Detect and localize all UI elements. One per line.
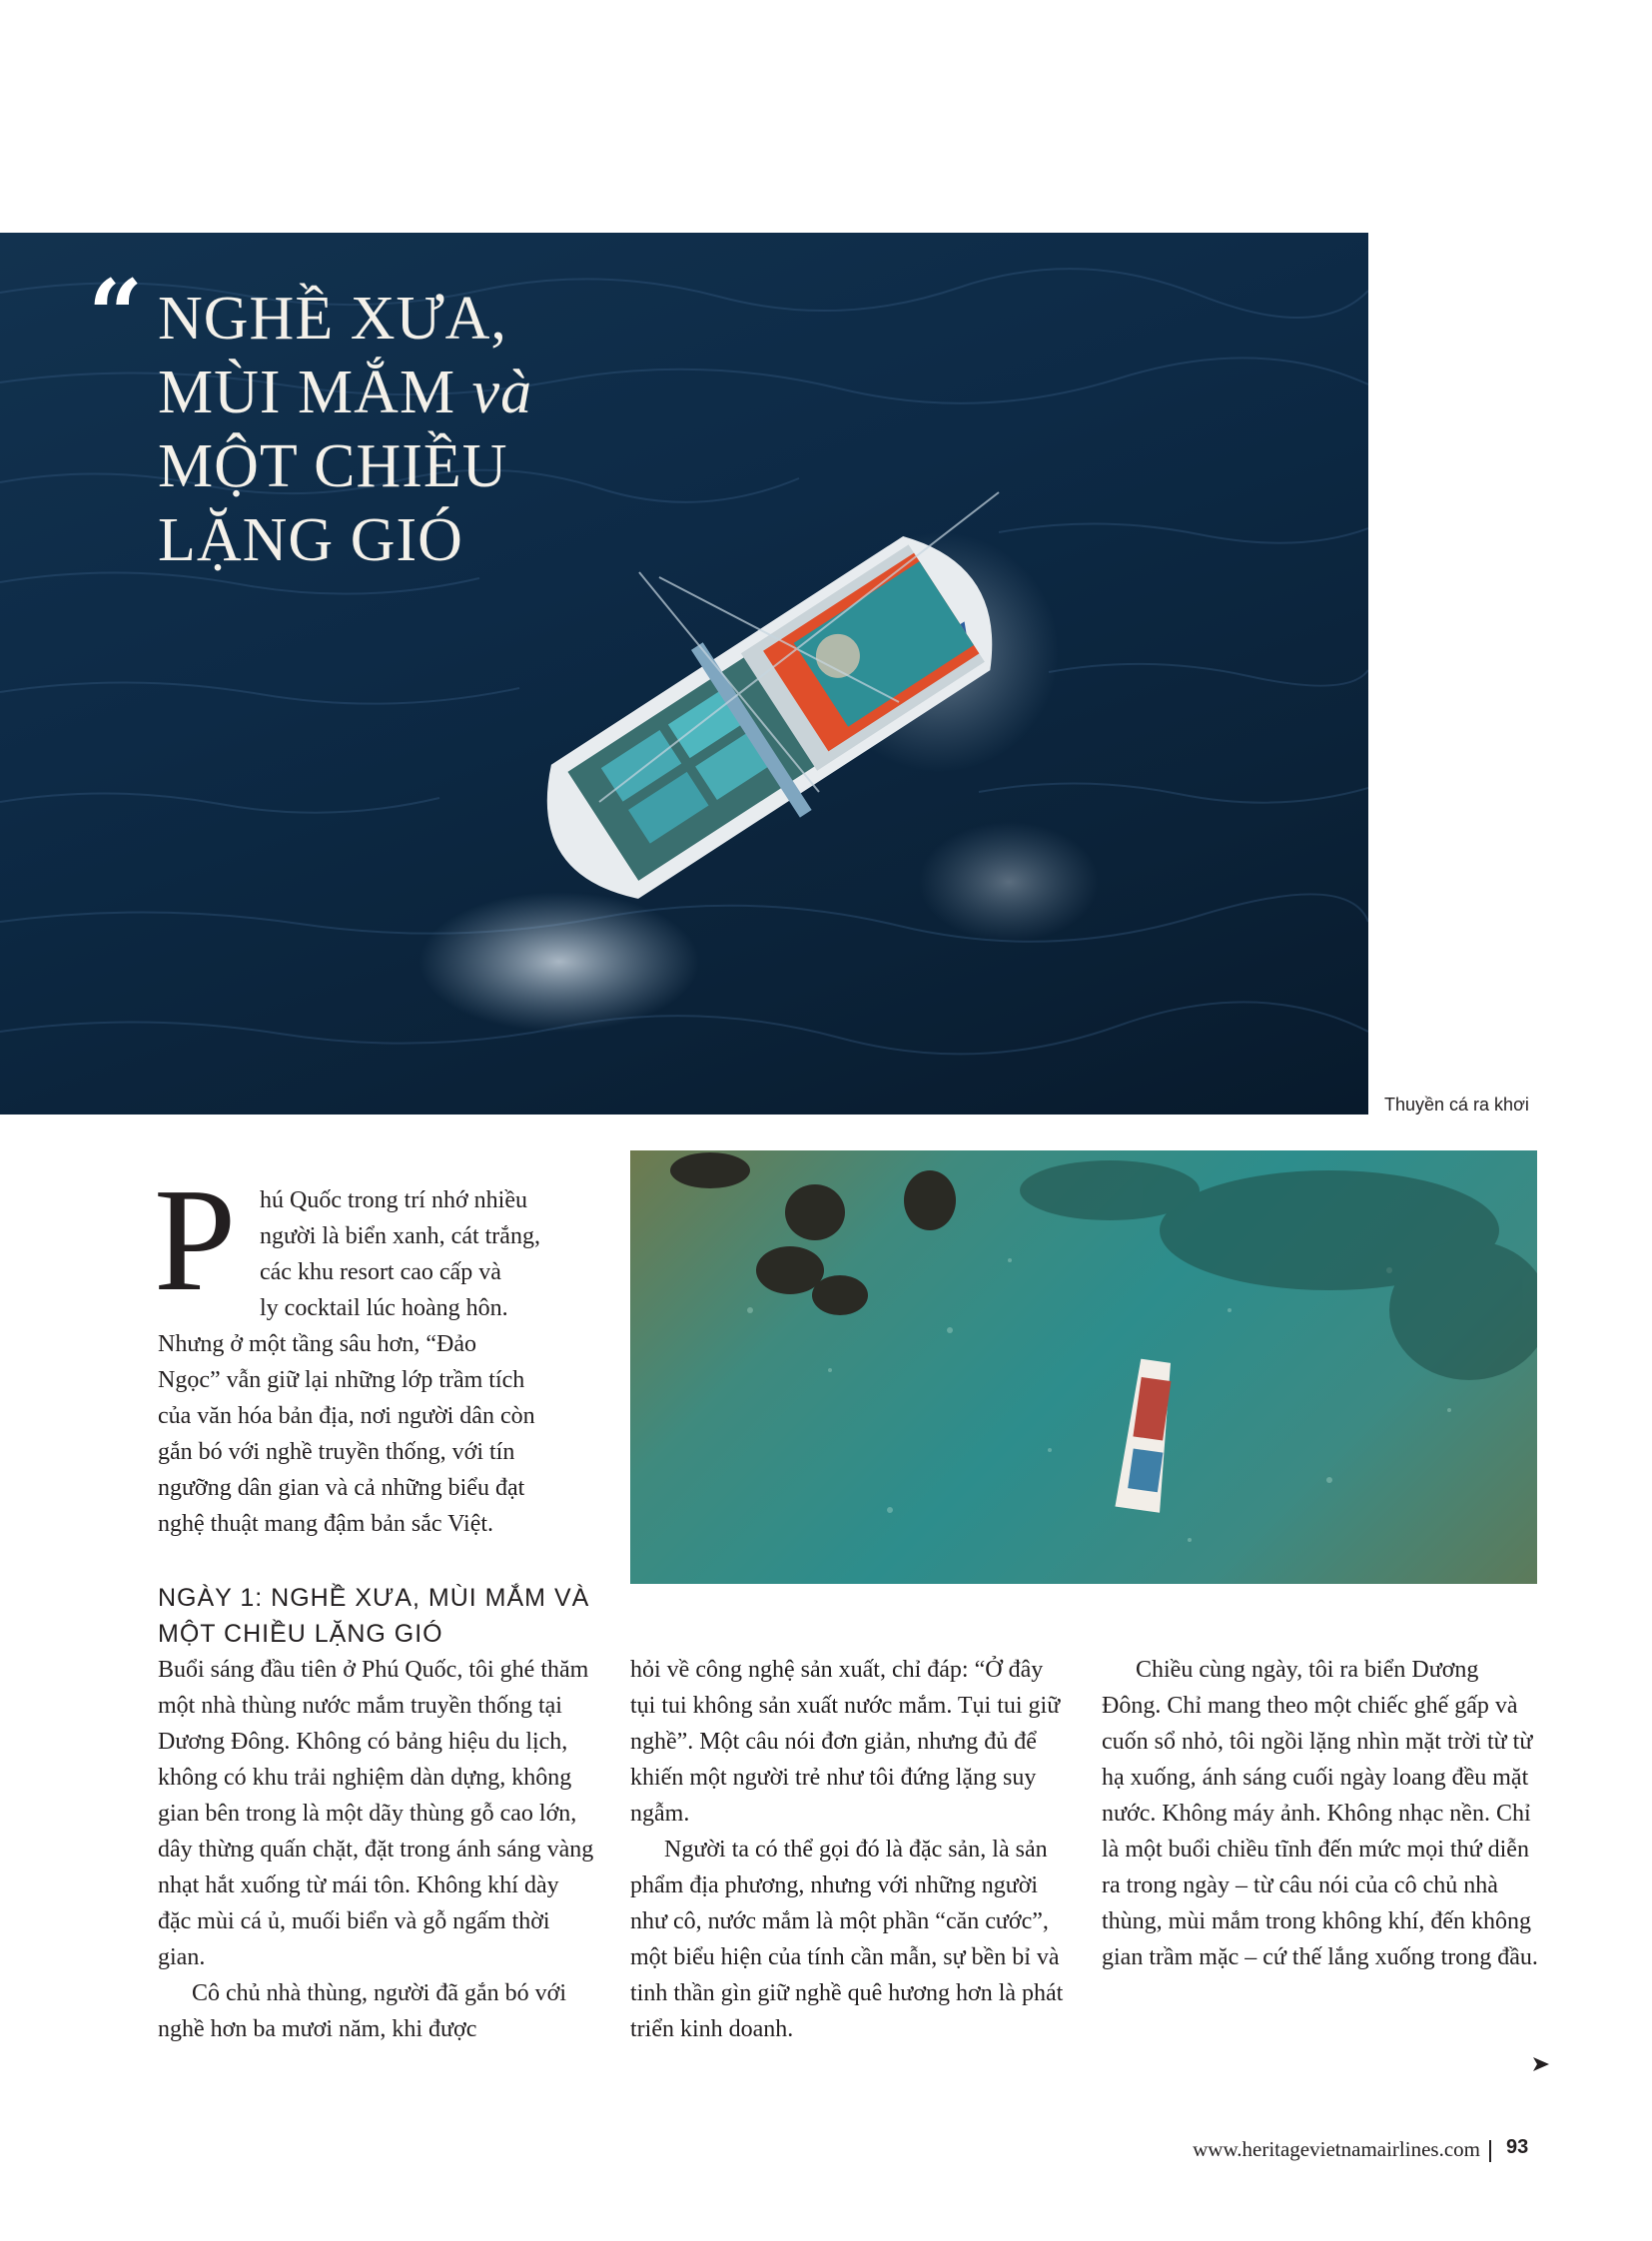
hero-photo-caption: Thuyền cá ra khơi <box>1384 1095 1529 1115</box>
intro-line-4: ly cocktail lúc hoàng hôn. <box>260 1295 508 1321</box>
headline-line-4: LẶNG GIÓ <box>158 506 463 574</box>
section-heading <box>158 1580 617 1652</box>
body-column-2 <box>630 1652 1070 2047</box>
section-heading-line-2: MỘT CHIỀU LẶNG GIÓ <box>158 1620 443 1648</box>
body-paragraph: Người ta có thể gọi đó là đặc sản, là sản phẩm địa phương, nhưng với những người như cô, nước mắm là một phần “căn cước”, một biểu hiện của tính cần mẫn, sự bền bỉ và tinh thần gìn giữ nghề quê hương hơn là phát triển kinh doanh. <box>630 1837 1064 2042</box>
body-paragraph: Cô chủ nhà thùng, người đã gắn bó với nghề hơn ba mươi năm, khi được <box>158 1980 567 2042</box>
intro-line-2: người là biển xanh, cát trắng, <box>260 1223 540 1249</box>
body-paragraph: Chiều cùng ngày, tôi ra biển Dương Đông. Chỉ mang theo một chiếc ghế gấp và cuốn sổ nhỏ, tôi ngồi lặng nhìn mặt trời từ từ hạ xuống, ánh sáng cuối ngày loang đều mặt nước. Không máy ảnh. Không nhạc nền. Chỉ là một buổi chiều tĩnh đến mức mọi thứ diễn ra trong ngày – từ câu nói của cô chủ nhà thùng, mùi mắm trong không khí, đến không gian trầm mặc – cứ thế lắng xuống trong đầu. <box>1102 1657 1538 1970</box>
headline-line-3: MỘT CHIỀU <box>158 432 508 500</box>
quote-mark-icon: “ <box>88 259 144 372</box>
continue-arrow-icon <box>1532 2055 1550 2073</box>
intro-line-9: ngưỡng dân gian và cả những biểu đạt <box>158 1475 525 1501</box>
lagoon-photo <box>630 1150 1537 1584</box>
headline-line-2 <box>158 356 597 429</box>
page-number: 93 <box>1506 2136 1529 2158</box>
intro-line-1: hú Quốc trong trí nhớ nhiều <box>260 1187 527 1213</box>
footer-divider <box>1489 2140 1491 2162</box>
body-column-1 <box>158 1652 597 2047</box>
section-heading-line-1: NGÀY 1: NGHỀ XƯA, MÙI MẮM VÀ <box>158 1584 590 1612</box>
lagoon-boat-illustration <box>630 1150 1537 1584</box>
intro-line-5: Nhưng ở một tầng sâu hơn, “Đảo <box>158 1331 477 1357</box>
drop-cap: P <box>154 1158 237 1322</box>
body-paragraph: hỏi về công nghệ sản xuất, chỉ đáp: “Ở đây tụi tui không sản xuất nước mắm. Tụi tui giữ nghề”. Một câu nói đơn giản, nhưng đủ để khiến một người trẻ như tôi đứng lặng suy ngẫm. <box>630 1657 1061 1827</box>
intro-line-3: các khu resort cao cấp và <box>260 1259 501 1285</box>
intro-line-10: nghệ thuật mang đậm bản sắc Việt. <box>158 1511 494 1537</box>
headline-line-1: NGHỀ XƯA, <box>158 285 507 353</box>
headline-italic-word: và <box>471 359 533 426</box>
intro-line-8: gắn bó với nghề truyền thống, với tín <box>158 1439 515 1465</box>
intro-line-7: của văn hóa bản địa, nơi người dân còn <box>158 1403 535 1429</box>
feature-headline <box>158 282 597 577</box>
footer-website: www.heritagevietnamairlines.com <box>1193 2137 1480 2161</box>
body-paragraph: Buổi sáng đầu tiên ở Phú Quốc, tôi ghé thăm một nhà thùng nước mắm truyền thống tại Dương Đông. Không có bảng hiệu du lịch, không có khu trải nghiệm dàn dựng, không gian bên trong là một dãy thùng gỗ cao lớn, dây thừng quấn chặt, đặt trong ánh sáng vàng nhạt hắt xuống từ mái tôn. Không khí dày đặc mùi cá ủ, muối biển và gỗ ngấm thời gian. <box>158 1657 594 1970</box>
intro-line-6: Ngọc” vẫn giữ lại những lớp trầm tích <box>158 1367 525 1393</box>
body-column-3 <box>1102 1652 1541 1975</box>
headline-line-2-text: MÙI MẮM <box>158 359 472 426</box>
intro-paragraph <box>158 1182 597 1542</box>
